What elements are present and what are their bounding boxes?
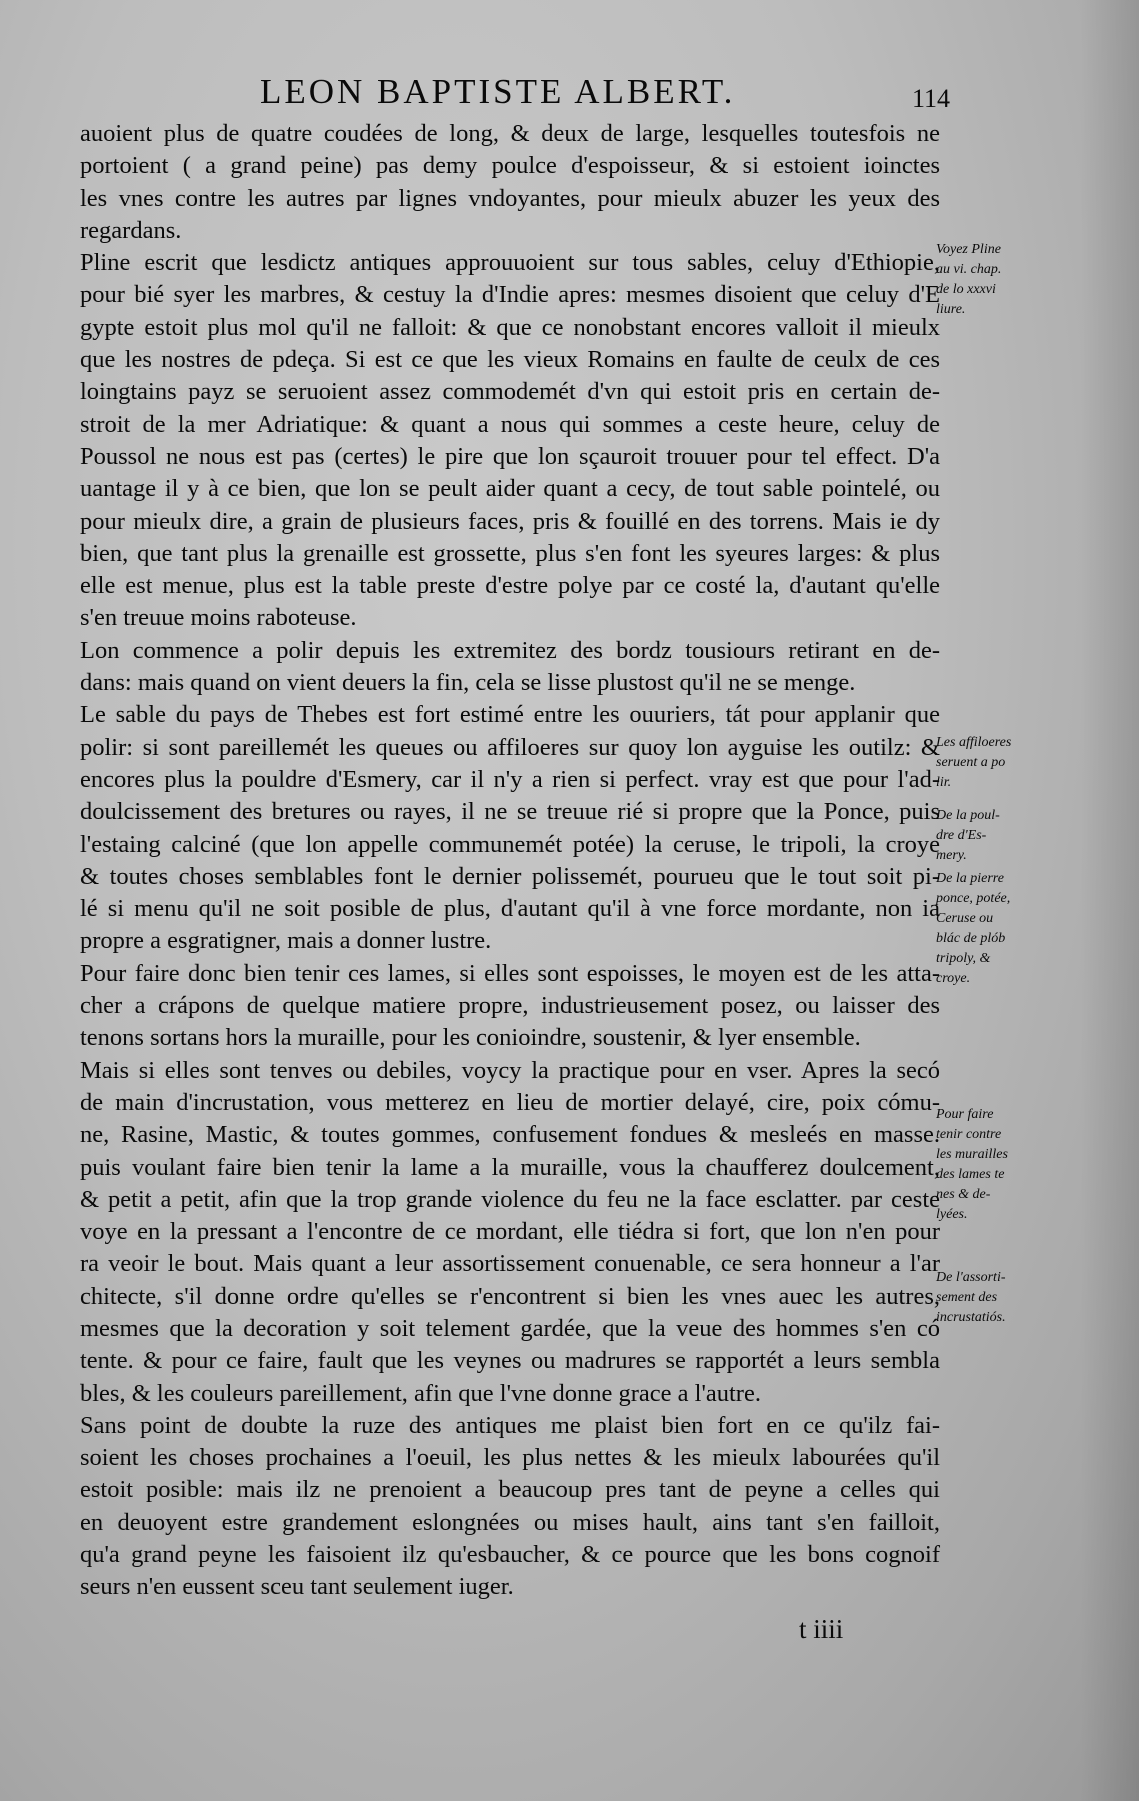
- text-line: lé si menu qu'il ne soit posible de plus, d'autant qu'il à vne force mordante, non ia: [80, 895, 940, 923]
- text-line: propre a esgratigner, mais a donner lustre.: [80, 927, 492, 955]
- text-line: Pline escrit que lesdictz antiques approuuoient sur tous sables, celuy d'Ethiopie,: [80, 249, 940, 277]
- text-line: dans: mais quand on vient deuers la fin, cela se lisse plustost qu'il ne se menge.: [80, 669, 856, 697]
- text-line: Pour faire donc bien tenir ces lames, si elles sont espoisses, le moyen est de les atta-: [80, 959, 940, 987]
- text-line: auoient plus de quatre coudées de long, & deux de large, lesquelles toutesfois ne: [80, 120, 940, 147]
- text-line: elle est menue, plus est la table preste d'estre polye par ce costé la, d'autant qu'elle: [80, 572, 940, 600]
- text-line: puis voulant faire bien tenir la lame a la muraille, vous la chaufferez doulcement,: [80, 1153, 940, 1181]
- text-line: Poussol ne nous est pas (certes) le pire que lon sçauroit trouuer pour tel effect. D'a: [80, 442, 940, 470]
- marginal-note: De l'assorti- sement des incrustatiós.: [936, 1270, 1006, 1325]
- text-line: Le sable du pays de Thebes est fort estimé entre les ouuriers, tát pour applanir que: [80, 701, 940, 729]
- text-line: que les nostres de pdeça. Si est ce que les vieux Romains en faulte de ceulx de ces: [80, 346, 940, 374]
- text-line: les vnes contre les autres par lignes vndoyantes, pour mieulx abuzer les yeux des: [80, 184, 940, 212]
- text-line: l'estaing calciné (que lon appelle communemét potée) la ceruse, le tripoli, la croye: [80, 830, 940, 858]
- text-line: polir: si sont pareillemét les queues ou affiloeres sur quoy lon ayguise les outilz: &: [80, 733, 940, 761]
- marginal-note: Les affiloeres seruent a po lir.: [936, 735, 1012, 790]
- text-line: de main d'incrustation, vous metterez en lieu de mortier delayé, cire, poix cómu-: [80, 1088, 940, 1116]
- text-line: stroit de la mer Adriatique: & quant a nous qui sommes a ceste heure, celuy de: [80, 410, 940, 438]
- text-line: loingtains payz se seruoient assez commodemét d'vn qui estoit pris en certain de-: [80, 378, 940, 406]
- signature-mark: t iiii: [799, 1614, 844, 1644]
- text-line: ra veoir le bout. Mais quant a leur assortissement conuenable, ce sera honneur a l'ar: [80, 1250, 940, 1278]
- text-line: en deuoyent estre grandement eslongnées ou mises hault, ains tant s'en failloit,: [80, 1508, 940, 1536]
- text-line: gypte estoit plus mol qu'il ne falloit: & que ce nonobstant encores valloit il mieulx: [80, 313, 940, 341]
- text-line: tente. & pour ce faire, fault que les veynes ou madrures se rapportét a leurs sembla: [80, 1347, 940, 1375]
- text-line: uantage il y à ce bien, que lon se peult aider quant a cecy, de tout sable pointelé, ou: [80, 475, 940, 503]
- page-edge-shadow: [1080, 0, 1139, 1801]
- running-head: LEON BAPTISTE ALBERT.: [260, 72, 736, 111]
- text-line: Mais si elles sont tenves ou debiles, voycy la practique pour en vser. Apres la secó: [80, 1056, 940, 1084]
- text-line: mesmes que la decoration y soit telement gardée, que la veue des hommes s'en có: [80, 1314, 940, 1342]
- marginal-note: De la pierre ponce, potée, Ceruse ou blác de plób tripoly, & croye.: [936, 871, 1011, 986]
- text-line: cher a crápons de quelque matiere propre, industrieusement posez, ou laisser des: [80, 992, 940, 1020]
- marginal-note: Voyez Pline au vi. chap. de lo xxxvi liure.: [936, 242, 1002, 317]
- text-line: & toutes choses semblables font le dernier polissemét, pourueu que le tout soit pi-: [80, 862, 940, 890]
- text-line: s'en treuue moins raboteuse.: [80, 604, 357, 632]
- marginal-note: Pour faire tenir contre les murailles des lames te nes & de- lyées.: [936, 1107, 1008, 1222]
- text-line: doulcissement des bretures ou rayes, il ne se treuue rié si propre que la Ponce, puis: [80, 798, 940, 826]
- text-line: estoit posible: mais ilz ne prenoient a beaucoup pres tant de peyne a celles qui: [80, 1476, 940, 1504]
- text-line: ne, Rasine, Mastic, & toutes gommes, confusement fondues & mesleés en masse.: [80, 1121, 940, 1149]
- text-line: bien, que tant plus la grenaille est grossette, plus s'en font les syeures larges: & plus: [80, 539, 940, 567]
- text-line: Sans point de doubte la ruze des antiques me plaist bien fort en ce qu'ilz fai-: [80, 1411, 940, 1439]
- marginal-note: De la poul- dre d'Es- mery.: [936, 808, 1000, 863]
- text-line: pour bié syer les marbres, & cestuy la d'Indie apres: mesmes disoient que celuy d'E: [80, 281, 940, 309]
- text-line: bles, & les couleurs pareillement, afin que l'vne donne grace a l'autre.: [80, 1379, 761, 1407]
- text-line: & petit a petit, afin que la trop grande violence du feu ne la face esclatter. par ceste: [80, 1185, 940, 1213]
- folio-number: 114: [912, 84, 951, 113]
- text-line: Lon commence a polir depuis les extremitez des bordz tousiours retirant en de-: [80, 636, 940, 664]
- text-line: seurs n'en eussent sceu tant seulement iuger.: [80, 1573, 514, 1601]
- text-line: regardans.: [80, 216, 182, 244]
- text-line: qu'a grand peyne les faisoient ilz qu'esbaucher, & ce pource que les bons cognoif: [80, 1541, 940, 1569]
- text-line: tenons sortans hors la muraille, pour les conioindre, soustenir, & lyer ensemble.: [80, 1024, 861, 1052]
- text-line: voye en la pressant a l'encontre de ce mordant, elle tiédra si fort, que lon n'en pour: [80, 1218, 940, 1246]
- text-line: chitecte, s'il donne ordre qu'elles se r'encontrent si bien les vnes auec les autres,: [80, 1282, 940, 1310]
- page-header: [0, 72, 1139, 122]
- text-line: soient les choses prochaines a l'oeuil, les plus nettes & les mieulx labourées qu'il: [80, 1444, 940, 1472]
- text-line: encores plus la pouldre d'Esmery, car il n'y a rien si perfect. vray est que pour l'ad-: [80, 765, 940, 793]
- text-line: portoient ( a grand peine) pas demy poulce d'espoisseur, & si estoient ioinctes: [80, 152, 940, 180]
- text-line: pour mieulx dire, a grain de plusieurs faces, pris & fouillé en des torrens. Mais ie dy: [80, 507, 940, 535]
- body-text: [80, 118, 940, 1604]
